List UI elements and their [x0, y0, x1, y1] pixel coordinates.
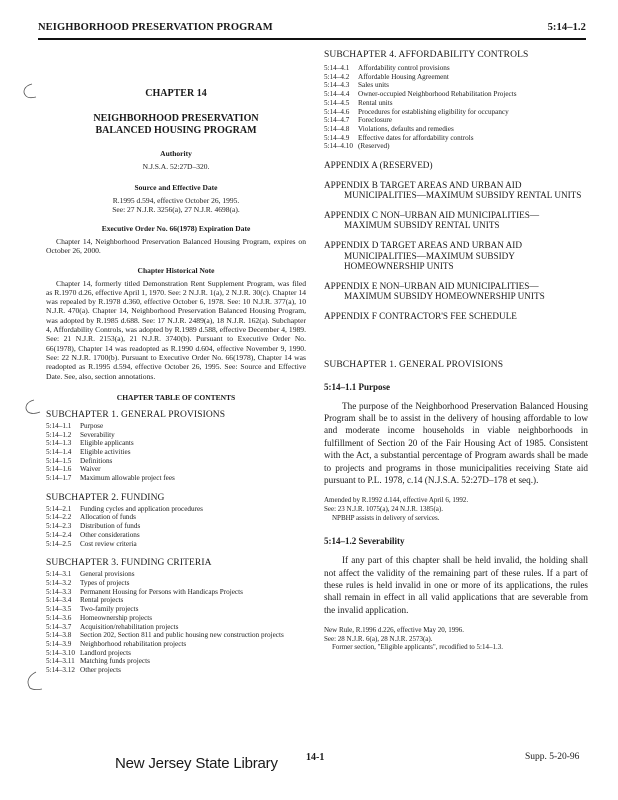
- toc-entry: [46, 657, 306, 666]
- appendix-title: APPENDIX F CONTRACTOR'S FEE SCHEDULE: [324, 310, 517, 321]
- appendix-title-continuation: MUNICIPALITIES—MAXIMUM SUBSIDY HOMEOWNERSHIP UNITS: [344, 250, 515, 272]
- toc-entry: [46, 531, 306, 540]
- appendix-title: APPENDIX B TARGET AREAS AND URBAN AID: [324, 179, 522, 190]
- header-section-number: 5:14–1.2: [547, 22, 586, 33]
- toc-entry: [46, 596, 306, 605]
- toc-entry-title: Foreclosure: [358, 116, 392, 125]
- toc-entry-number: 5:14–4.10: [324, 142, 353, 151]
- toc-entry-number: 5:14–1.7: [46, 474, 72, 483]
- toc-entry-number: 5:14–1.5: [46, 456, 72, 465]
- toc-entry-number: 5:14–4.4: [324, 90, 350, 99]
- toc-entry-number: 5:14–3.8: [46, 631, 72, 640]
- historical-note-text: Chapter 14, formerly titled Demonstration Rent Supplement Program, was filed as R.1970 d.26, effective April 1, 1970. See: 2 N.J.R. 1(a), 2 N.J.R. 30(c). Chapter 14 was repealed by R.1978 d.360, effective October 6, 1978. See: 10 N.J.R. 377(a), 10 N.J.R. 470(a). Chapter 14, Neighborhood Preservation Balanced Housing Program, was adopted by R.1985 d.688. See: 17 N.J.R. 2489(a), 18 N.J.R. 162(a). Subchapter 4, Affordability Controls, was adopted by R.1989 d.588, effective December 4, 1989. See: 21 N.J.R. 2153(a), 21 N.J.R. 3740(b). Pursuant to Executive Order No. 66(1978), Chapter 14 was readopted as R.1990 d.604, effective November 9, 1990. See: 22 N.J.R. 1700(b). Pursuant to Executive Order No. 66(1978), Chapter 14 was readopted as R.1995 d.594, effective October 26, 1995. See: Source and Effective Date. See, also, section annotations.: [46, 278, 306, 381]
- toc-entry-number: 5:14–1.4: [46, 447, 72, 456]
- toc-entry-number: 5:14–3.11: [46, 657, 75, 666]
- toc-heading: CHAPTER TABLE OF CONTENTS: [116, 392, 236, 402]
- toc-entry-number: 5:14–3.6: [46, 613, 72, 622]
- margin-pen-mark-icon: [20, 670, 44, 694]
- toc-entry-title: Distribution of funds: [80, 522, 141, 531]
- appendix-entry: [324, 180, 588, 201]
- toc-entry: [46, 439, 306, 448]
- historical-note-heading: Chapter Historical Note: [137, 265, 215, 275]
- executive-order-text: Chapter 14, Neighborhood Preservation Balanced Housing Program, expires on October 26, 2000.: [46, 237, 306, 256]
- toc-subchapter-2-title: SUBCHAPTER 2. FUNDING: [46, 492, 165, 503]
- toc-entry-title: Homeownership projects: [80, 613, 153, 622]
- toc-entry-title: Neighborhood rehabilitation projects: [80, 639, 187, 648]
- toc-entry-title: Rental projects: [80, 596, 124, 605]
- section-1-2-note-3: Former section, "Eligible applicants", recodified to 5:14–1.3.: [332, 643, 503, 652]
- toc-entry: [46, 631, 306, 640]
- toc-entry-title: Eligible applicants: [80, 439, 134, 448]
- toc-entry-title: (Reserved): [358, 142, 390, 151]
- toc-entry-number: 5:14–4.1: [324, 64, 350, 72]
- toc-entry: [46, 465, 306, 474]
- toc-entry: [46, 614, 306, 623]
- toc-entry: [46, 513, 306, 522]
- toc-entry: [324, 116, 588, 125]
- toc-entry-title: Other projects: [80, 666, 121, 675]
- toc-subchapter-4-list: [324, 64, 588, 151]
- toc-entry: [46, 570, 306, 579]
- source-heading: Source and Effective Date: [134, 183, 218, 192]
- toc-entry: [46, 640, 306, 649]
- appendix-entry: [324, 240, 588, 272]
- toc-entry-number: 5:14–3.5: [46, 605, 72, 614]
- toc-entry: [46, 579, 306, 588]
- toc-entry-title: Landlord projects: [80, 648, 131, 657]
- toc-entry: [46, 448, 306, 457]
- toc-entry-title: Cost review criteria: [80, 539, 137, 548]
- toc-entry-number: 5:14–1.3: [46, 439, 72, 448]
- toc-entry-number: 5:14–3.3: [46, 587, 72, 596]
- toc-entry-number: 5:14–1.6: [46, 465, 72, 474]
- source-line-2: See: 27 N.J.R. 3256(a), 27 N.J.R. 4698(a).: [112, 205, 240, 214]
- section-1-1-heading: 5:14–1.1 Purpose: [324, 381, 390, 392]
- toc-subchapter-4-title: SUBCHAPTER 4. AFFORDABILITY CONTROLS: [324, 50, 529, 60]
- appendix-title: APPENDIX E NON–URBAN AID MUNICIPALITIES—: [324, 280, 539, 291]
- toc-entry: [46, 505, 306, 514]
- toc-entry: [46, 666, 306, 675]
- toc-entry-title: Rental units: [358, 98, 393, 107]
- appendix-title: APPENDIX C NON–URBAN AID MUNICIPALITIES—: [324, 209, 540, 220]
- margin-pen-mark-icon: [18, 398, 42, 418]
- toc-entry-title: Sales units: [358, 81, 389, 90]
- section-1-2-text: If any part of this chapter shall be held invalid, the holding shall not affect the validity of the remaining part of these rules. If a part of these rules is held invalid in one or more of its applications, the rules shall remain in effect in all valid applications that are severable from the invalid application.: [324, 555, 588, 615]
- toc-entry: [324, 99, 588, 108]
- toc-subchapter-1-title: SUBCHAPTER 1. GENERAL PROVISIONS: [46, 409, 226, 420]
- program-title: NEIGHBORHOOD PRESERVATION BALANCED HOUSING PROGRAM: [93, 113, 259, 136]
- section-1-1-note-1: Amended by R.1992 d.144, effective April 6, 1992.: [324, 496, 469, 505]
- executive-order-heading: Executive Order No. 66(1978) Expiration Date: [101, 224, 251, 233]
- toc-entry-title: Eligible activities: [80, 447, 131, 456]
- toc-entry-number: 5:14–1.1: [46, 421, 72, 430]
- toc-entry-number: 5:14–2.2: [46, 513, 72, 522]
- toc-entry: [324, 64, 588, 73]
- toc-entry-title: Waiver: [80, 465, 101, 474]
- toc-entry-number: 5:14–4.8: [324, 124, 350, 133]
- toc-entry-number: 5:14–3.1: [46, 570, 72, 579]
- section-1-2-note-1: New Rule, R.1996 d.226, effective May 20, 1996.: [324, 626, 465, 635]
- toc-entry-title: Allocation of funds: [80, 513, 136, 522]
- toc-entry-title: Purpose: [80, 421, 104, 430]
- appendix-title-continuation: MAXIMUM SUBSIDY RENTAL UNITS: [344, 220, 500, 231]
- left-column: [46, 50, 306, 675]
- margin-pen-mark-icon: [18, 82, 40, 102]
- toc-entry-title: Types of projects: [80, 579, 130, 587]
- toc-entry-title: Other considerations: [80, 530, 140, 539]
- toc-entry-title: Section 202, Section 811 and public housing new construction projects: [80, 631, 284, 640]
- toc-entry-title: Violations, defaults and remedies: [358, 124, 454, 133]
- authority-heading: Authority: [160, 149, 192, 158]
- toc-entry-title: Acquisition/rehabilitation projects: [80, 622, 179, 631]
- appendix-title-continuation: MAXIMUM SUBSIDY HOMEOWNERSHIP UNITS: [344, 291, 545, 302]
- toc-entry-title: Owner-occupied Neighborhood Rehabilitation Projects: [358, 90, 517, 99]
- toc-entry-title: Matching funds projects: [80, 657, 150, 666]
- toc-entry-number: 5:14–3.2: [46, 579, 72, 587]
- section-1-2-heading: 5:14–1.2 Severability: [324, 536, 405, 547]
- appendix-entry: [324, 160, 588, 171]
- toc-entry: [46, 623, 306, 632]
- toc-entry-number: 5:14–4.2: [324, 72, 350, 81]
- appendix-entry: [324, 311, 588, 322]
- toc-entry: [324, 108, 588, 117]
- toc-entry-number: 5:14–2.5: [46, 539, 72, 548]
- toc-entry: [46, 457, 306, 466]
- toc-entry: [46, 649, 306, 658]
- toc-entry-title: Maximum allowable project fees: [80, 474, 175, 483]
- authority-text: N.J.S.A. 52:27D–320.: [142, 162, 210, 171]
- toc-entry: [46, 422, 306, 431]
- toc-entry-title: Affordable Housing Agreement: [358, 72, 449, 81]
- toc-entry-number: 5:14–4.7: [324, 116, 350, 125]
- library-stamp: New Jersey State Library: [115, 755, 278, 772]
- toc-entry: [324, 134, 588, 143]
- toc-entry-number: 5:14–3.7: [46, 622, 72, 631]
- toc-entry-title: General provisions: [80, 570, 135, 579]
- appendix-entry: [324, 281, 588, 302]
- toc-entry: [324, 142, 588, 151]
- section-1-1-note-2: See: 23 N.J.R. 1075(a), 24 N.J.R. 1385(a).: [324, 505, 443, 513]
- toc-entry-number: 5:14–2.1: [46, 504, 72, 513]
- toc-entry: [46, 431, 306, 440]
- toc-entry-number: 5:14–3.4: [46, 596, 72, 605]
- toc-entry: [324, 73, 588, 82]
- toc-entry-title: Affordability control provisions: [358, 64, 450, 72]
- header-title: NEIGHBORHOOD PRESERVATION PROGRAM: [38, 22, 273, 33]
- toc-entry: [46, 605, 306, 614]
- toc-entry-number: 5:14–3.10: [46, 648, 75, 657]
- toc-entry-number: 5:14–1.2: [46, 430, 72, 439]
- toc-entry-title: Two-family projects: [80, 605, 139, 614]
- toc-entry: [46, 474, 306, 483]
- toc-entry-number: 5:14–4.3: [324, 81, 350, 90]
- section-1-1-text: The purpose of the Neighborhood Preservation Balanced Housing Program shall be to assist in the delivery of housing affordable to low and moderate income households in viable neighborhoods in fulfillment of Section 20 of the Fair Housing Act of 1985. Consistent with the Act, a substantial percentage of Program awards shall be made to projects and programs in those municipalities receiving State aid pursuant to P.L. 1978, c.14 (N.J.S.A. 52:27D–178 et seq.).: [324, 400, 588, 485]
- toc-entry-number: 5:14–4.9: [324, 133, 350, 142]
- header-rule: [38, 38, 586, 40]
- appendix-title: APPENDIX D TARGET AREAS AND URBAN AID: [324, 240, 523, 250]
- toc-entry-number: 5:14–2.3: [46, 522, 72, 531]
- source-line-1: R.1995 d.594, effective October 26, 1995.: [112, 196, 240, 205]
- appendix-entry: [324, 210, 588, 231]
- toc-entry: [46, 540, 306, 549]
- subchapter-1-heading: SUBCHAPTER 1. GENERAL PROVISIONS: [324, 359, 504, 370]
- appendix-title-continuation: MUNICIPALITIES—MAXIMUM SUBSIDY RENTAL UNITS: [344, 190, 582, 201]
- chapter-title: CHAPTER 14: [145, 88, 207, 99]
- page-number: 14-1: [306, 752, 325, 763]
- toc-entry-number: 5:14–3.12: [46, 666, 75, 675]
- toc-subchapter-3-title: SUBCHAPTER 3. FUNDING CRITERIA: [46, 558, 212, 569]
- toc-entry-number: 5:14–3.9: [46, 639, 72, 648]
- toc-entry-title: Severability: [80, 430, 115, 439]
- appendix-title: APPENDIX A (RESERVED): [324, 160, 433, 171]
- appendix-list: [324, 160, 588, 322]
- section-1-2-note-2: See: 28 N.J.R. 6(a), 28 N.J.R. 2573(a).: [324, 634, 433, 643]
- supplement-date: Supp. 5-20-96: [525, 752, 580, 762]
- toc-subchapter-3-list: [46, 570, 306, 674]
- toc-subchapter-1-list: [46, 422, 306, 483]
- toc-entry-title: Procedures for establishing eligibility for occupancy: [358, 107, 509, 116]
- toc-entry: [46, 522, 306, 531]
- toc-entry-title: Permanent Housing for Persons with Handicaps Projects: [80, 587, 243, 596]
- toc-entry: [324, 125, 588, 134]
- toc-entry: [324, 81, 588, 90]
- toc-entry-number: 5:14–4.5: [324, 98, 350, 107]
- toc-entry-title: Definitions: [80, 456, 113, 465]
- toc-entry: [46, 588, 306, 597]
- toc-entry: [324, 90, 588, 99]
- toc-entry-number: 5:14–2.4: [46, 530, 72, 539]
- right-column: [324, 50, 588, 652]
- toc-entry-title: Funding cycles and application procedures: [80, 504, 203, 513]
- toc-subchapter-2-list: [46, 505, 306, 549]
- toc-entry-title: Effective dates for affordability controls: [358, 133, 474, 142]
- section-1-1-note-3: NPBHP assists in delivery of services.: [332, 513, 440, 522]
- toc-entry-number: 5:14–4.6: [324, 107, 350, 116]
- running-header: [38, 22, 586, 33]
